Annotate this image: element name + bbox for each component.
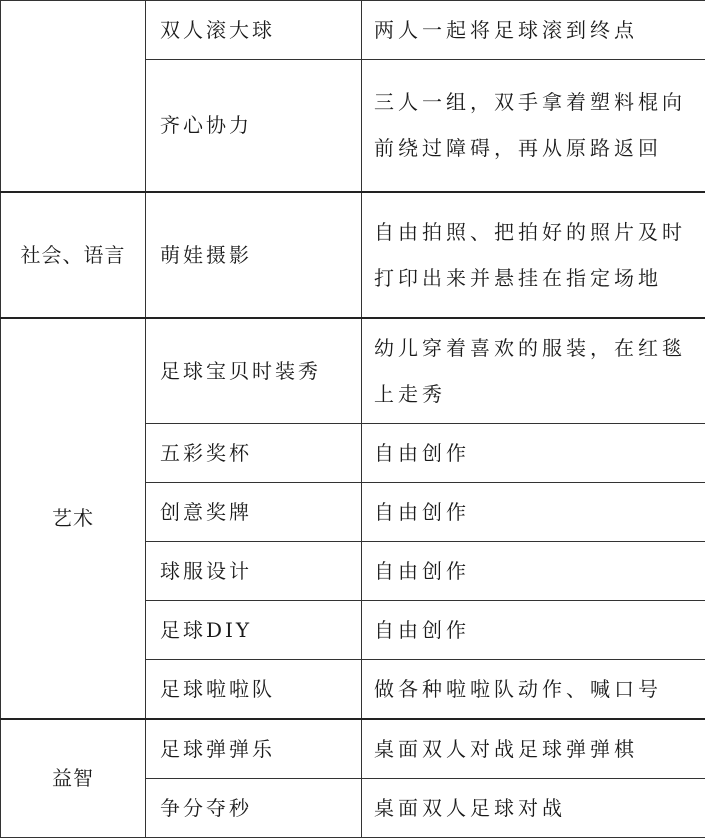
activity-cell: 足球宝贝时装秀 [146, 318, 362, 424]
description-cell: 三人一组，双手拿着塑料棍向前绕过障碍，再从原路返回 [362, 60, 705, 192]
description-cell: 做各种啦啦队动作、喊口号 [362, 659, 705, 719]
activity-cell: 齐心协力 [146, 60, 362, 192]
activity-cell: 争分夺秒 [146, 778, 362, 837]
activity-cell: 足球弹弹乐 [146, 719, 362, 779]
activity-cell: 五彩奖杯 [146, 423, 362, 482]
description-cell: 幼儿穿着喜欢的服装，在红毯上走秀 [362, 318, 705, 424]
description-cell: 自由创作 [362, 600, 705, 659]
category-cell: 益智 [1, 719, 146, 838]
description-cell: 桌面双人对战足球弹弹棋 [362, 719, 705, 779]
activity-cell: 球服设计 [146, 541, 362, 600]
table-row [1, 1, 705, 60]
description-cell: 桌面双人足球对战 [362, 778, 705, 837]
category-cell: 艺术 [1, 318, 146, 719]
description-cell: 自由创作 [362, 541, 705, 600]
description-cell: 两人一起将足球滚到终点 [362, 1, 705, 60]
table-row [1, 192, 705, 318]
category-cell: 社会、语言 [1, 192, 146, 318]
activity-cell: 双人滚大球 [146, 1, 362, 60]
description-cell: 自由创作 [362, 423, 705, 482]
category-cell [1, 1, 146, 192]
activity-cell: 足球啦啦队 [146, 659, 362, 719]
activity-cell: 足球DIY [146, 600, 362, 659]
table-row [1, 318, 705, 424]
activity-cell: 萌娃摄影 [146, 192, 362, 318]
description-cell: 自由拍照、把拍好的照片及时打印出来并悬挂在指定场地 [362, 192, 705, 318]
description-cell: 自由创作 [362, 482, 705, 541]
activity-cell: 创意奖牌 [146, 482, 362, 541]
table-row [1, 719, 705, 779]
